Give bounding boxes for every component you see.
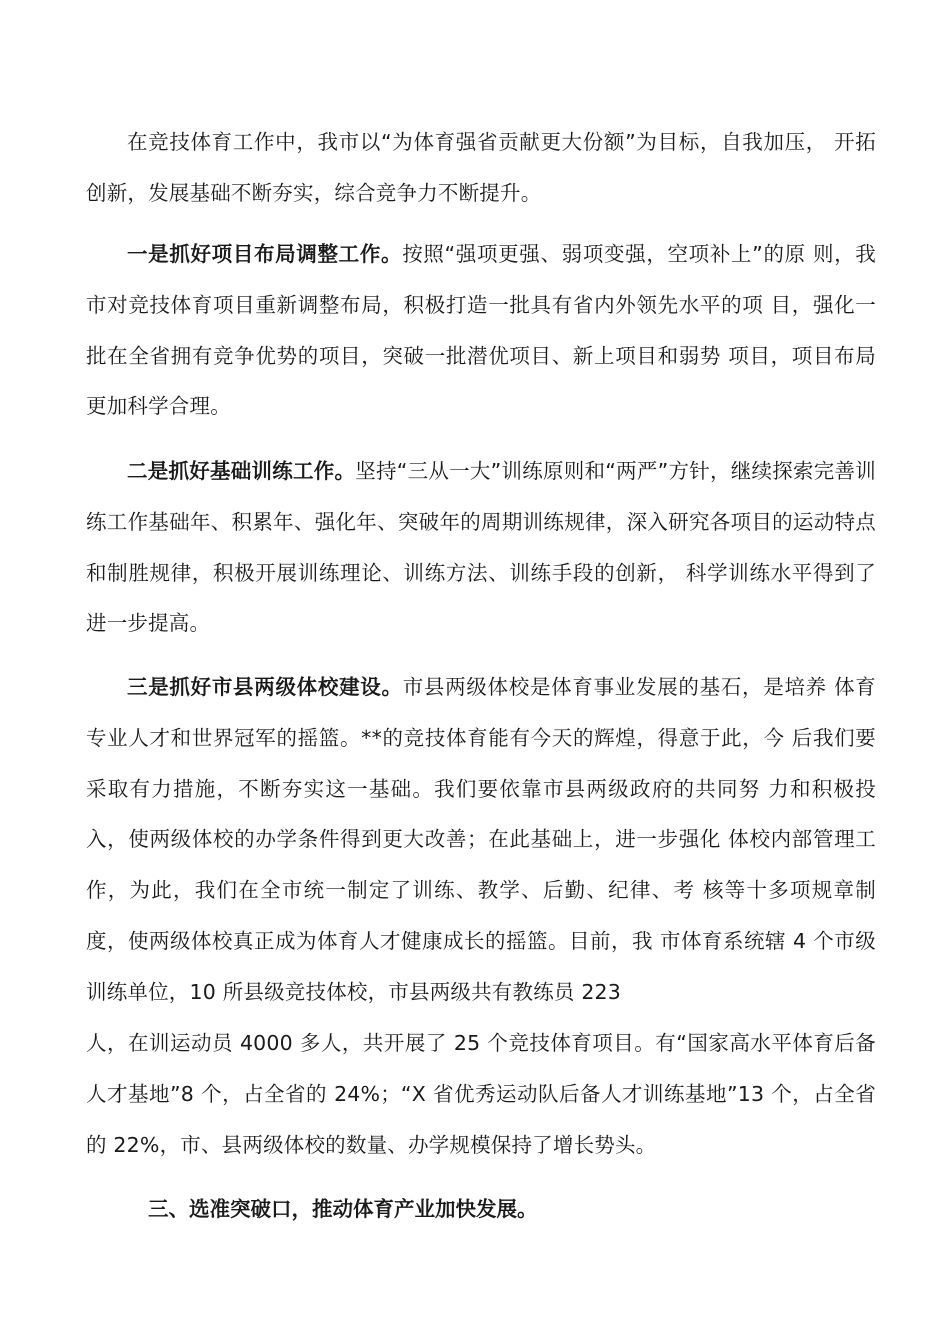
paragraph-basic-training [86,446,876,649]
paragraph-lead: 三是抓好市县两级体校建设。 [127,675,403,699]
paragraph-text: 在竞技体育工作中，我市以“为体育强省贡献更大份额”为目标，自我加压， 开拓创新，发展基础不断夯实，综合竞争力不断提升。 [86,130,876,205]
paragraph-lead: 二是抓好基础训练工作。 [127,459,356,483]
paragraph-sports-schools [86,662,876,1018]
paragraph-text: 市县两级体校是体育事业发展的基石，是培养 体育专业人才和世界冠军的摇篮。**的竞技体育能有今天的辉煌，得意于此，今 后我们要采取有力措施，不断夯实这一基础。我们要依靠市县两级政府的共同努 力和积极投入，使两级体校的办学条件得到更大改善；在此基础上，进一步强化 体校内部管理工作，为此，我们在全市统一制定了训练、教学、后勤、纪律、考 核等十多项规章制度，使两级体校真正成为体育人才健康成长的摇篮。目前，我 市体育系统辖 4 个市级训练单位，10 所县级竞技体校，市县两级共有教练员 223 [86,675,876,1004]
paragraph-text: 人，在训运动员 4000 多人，共开展了 25 个竞技体育项目。有“国家高水平体育后备人才基地”8 个，占全省的 24%；“X 省优秀运动队后备人才训练基地”13 个，占全省的 22%，市、县两级体校的数量、办学规模保持了增长势头。 [86,1031,876,1157]
paragraph-sports-schools-continued [86,1018,876,1170]
paragraph-lead: 一是抓好项目布局调整工作。 [127,242,403,266]
paragraph-text: 按照“强项更强、弱项变强，空项补上”的原 则，我市对竞技体育项目重新调整布局，积极打造一批具有省内外领先水平的项 目，强化一批在全省拥有竞争优势的项目，突破一批潜优项目、新上项目和弱势 项目，项目布局更加科学合理。 [86,242,876,419]
paragraph-intro [86,117,876,219]
paragraph-text: 坚持“三从一大”训练原则和“两严”方针，继续探索完善训练工作基础年、积累年、强化年、突破年的周期训练规律，深入研究各项目的运动特点和制胜规律，积极开展训练理论、训练方法、训练手段的创新， 科学训练水平得到了进一步提高。 [86,459,877,636]
section-heading: 三、选准突破口，推动体育产业加快发展。 [148,1197,538,1221]
paragraph-project-layout [86,229,876,432]
